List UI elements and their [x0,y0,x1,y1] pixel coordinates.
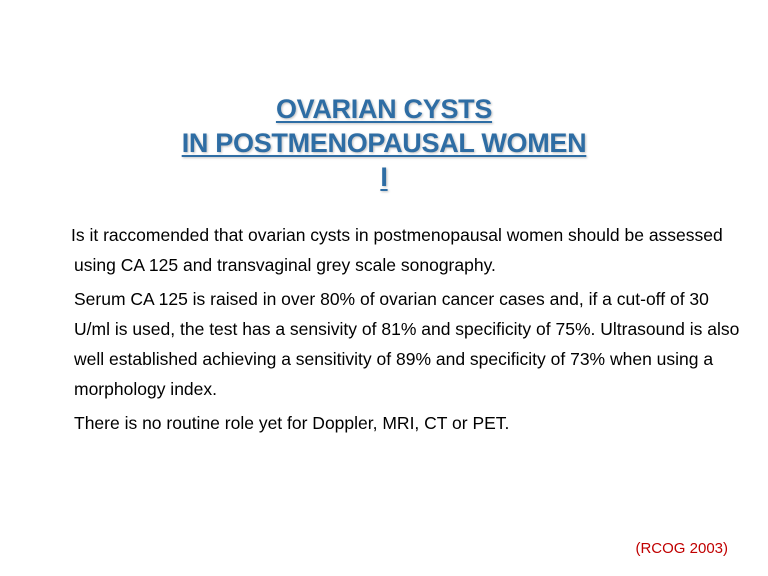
slide-body [62,220,742,442]
title-line-2: IN POSTMENOPAUSAL WOMEN [181,128,587,158]
source-citation: (RCOG 2003) [635,540,728,557]
title-line-3: I [380,162,388,192]
title-line-1: OVARIAN CYSTS [275,94,493,124]
slide-title [0,92,768,194]
paragraph-evidence: Serum CA 125 is raised in over 80% of ovarian cancer cases and, if a cut-off of 30 U/ml is used, the test has a sensivity of 81% and specificity of 75%. Ultrasound is also well established achieving a sensitivity of 89% and specificity of 73% when using a morphology index. [74,289,740,399]
paragraph-imaging-role: There is no routine role yet for Doppler, MRI, CT or PET. [74,413,510,433]
paragraph-recommendation: Is it raccomended that ovarian cysts in postmenopausal women should be assessed using CA 125 and transvaginal grey scale sonography. [71,225,723,275]
